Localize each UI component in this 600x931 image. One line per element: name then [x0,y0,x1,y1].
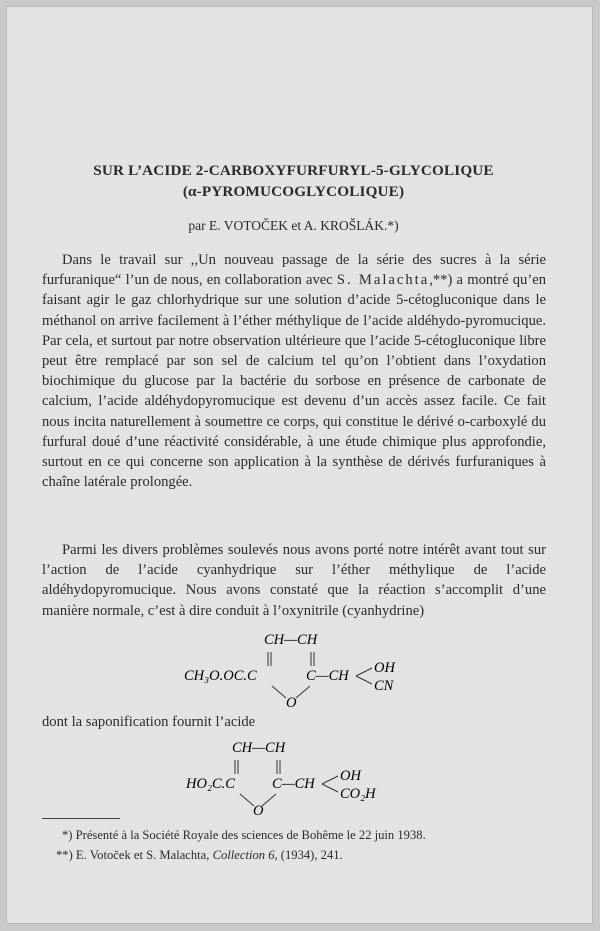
paragraph-2: Parmi les divers problèmes soulevés nous avons porté notre intérêt avant tout sur l’action de l’acide cyanhydrique sur l’éther méthylique de l’acide aldéhydopyromucique. Nous avons constaté que la réaction s’accomplit d’une manière normale, c’est à dire conduit à l’oxynitrile (cyanhydrine) [42,542,546,619]
article-title [40,160,547,202]
footnote-divider [42,818,120,819]
formula-2-right: C—CH [272,776,315,792]
formula-2-oh: OH [340,768,361,784]
formula-1-left: CH₃O.OC.C [184,668,257,684]
formula-1-top: CH—CH [264,632,318,648]
formula-1-cn: CN [374,678,394,694]
paragraph-1-part-a: Dans le travail sur ,,Un nouveau passage de la série des sucres à la série furfuranique“ l’un de nous, en collaboration avec [42,252,546,289]
coauthor-name: S. Malachta [336,272,430,289]
formula-1-oh: OH [374,660,395,676]
formula-1-right: C—CH [306,668,349,684]
formula-2-ring-o: O [253,803,264,818]
formula-2-top: CH—CH [232,740,286,756]
authors-line: par E. VOTOČEK et A. KROŠLÁK.*) [188,218,399,233]
paragraph-1-part-b: ,**) a montré qu’en faisant agir le gaz chlorhydrique sur une solution d’acide 5-cétogluconique dans le méthanol on arrive facilement à l’éther méthylique de l’acide aldéhydo-pyromucique. Par cela, et surtout par notre observation ultérieure que l’acide 5-cétogluconique libre peut être remplacé par son sel de calcium tel qu’on l’obtient dans l’oxydation biochimique du glucose par la bactérie du sorbose en présence de carbonate de calcium, l’acide aldéhydopyromucique est devenu d’un accès assez facile. Ce fait nous incita naturellement à soumettre ce corps, qui constitue le dérivé o-carboxylé du furfural doué d’une réactivité considérable, à une étude chimique plus approfondie, surtout en ce qui concerne son application à la synthèse de dérivés furfuraniques à chaîne latérale prolongée. [42,272,546,491]
title-line-2: (α-PYROMUCOGLYCOLIQUE) [182,183,405,200]
saponification-text: dont la saponification fournit l’acide [42,714,256,730]
formula-1-ring-o: O [286,695,297,710]
formula-2-co2h: CO₂H [340,786,376,802]
footnote-1: *) Présenté à la Société Royale des sciences de Bohême le 22 juin 1938. [62,828,426,842]
formula-cyanhydrin [182,630,422,710]
footnote-2-journal: Collection 6, [212,848,278,862]
footnote-2 [56,846,560,865]
footnote-2-part-a: **) E. Votoček et S. Malachta, [56,848,213,862]
paragraph-1 [42,250,546,492]
formula-acid [182,738,422,818]
footnote-2-part-b: (1934), 241. [277,848,343,862]
formula-2-left: HO₂C.C [186,776,235,792]
title-line-1: SUR L’ACIDE 2-CARBOXYFURFURYL-5-GLYCOLIQUE [93,162,494,179]
